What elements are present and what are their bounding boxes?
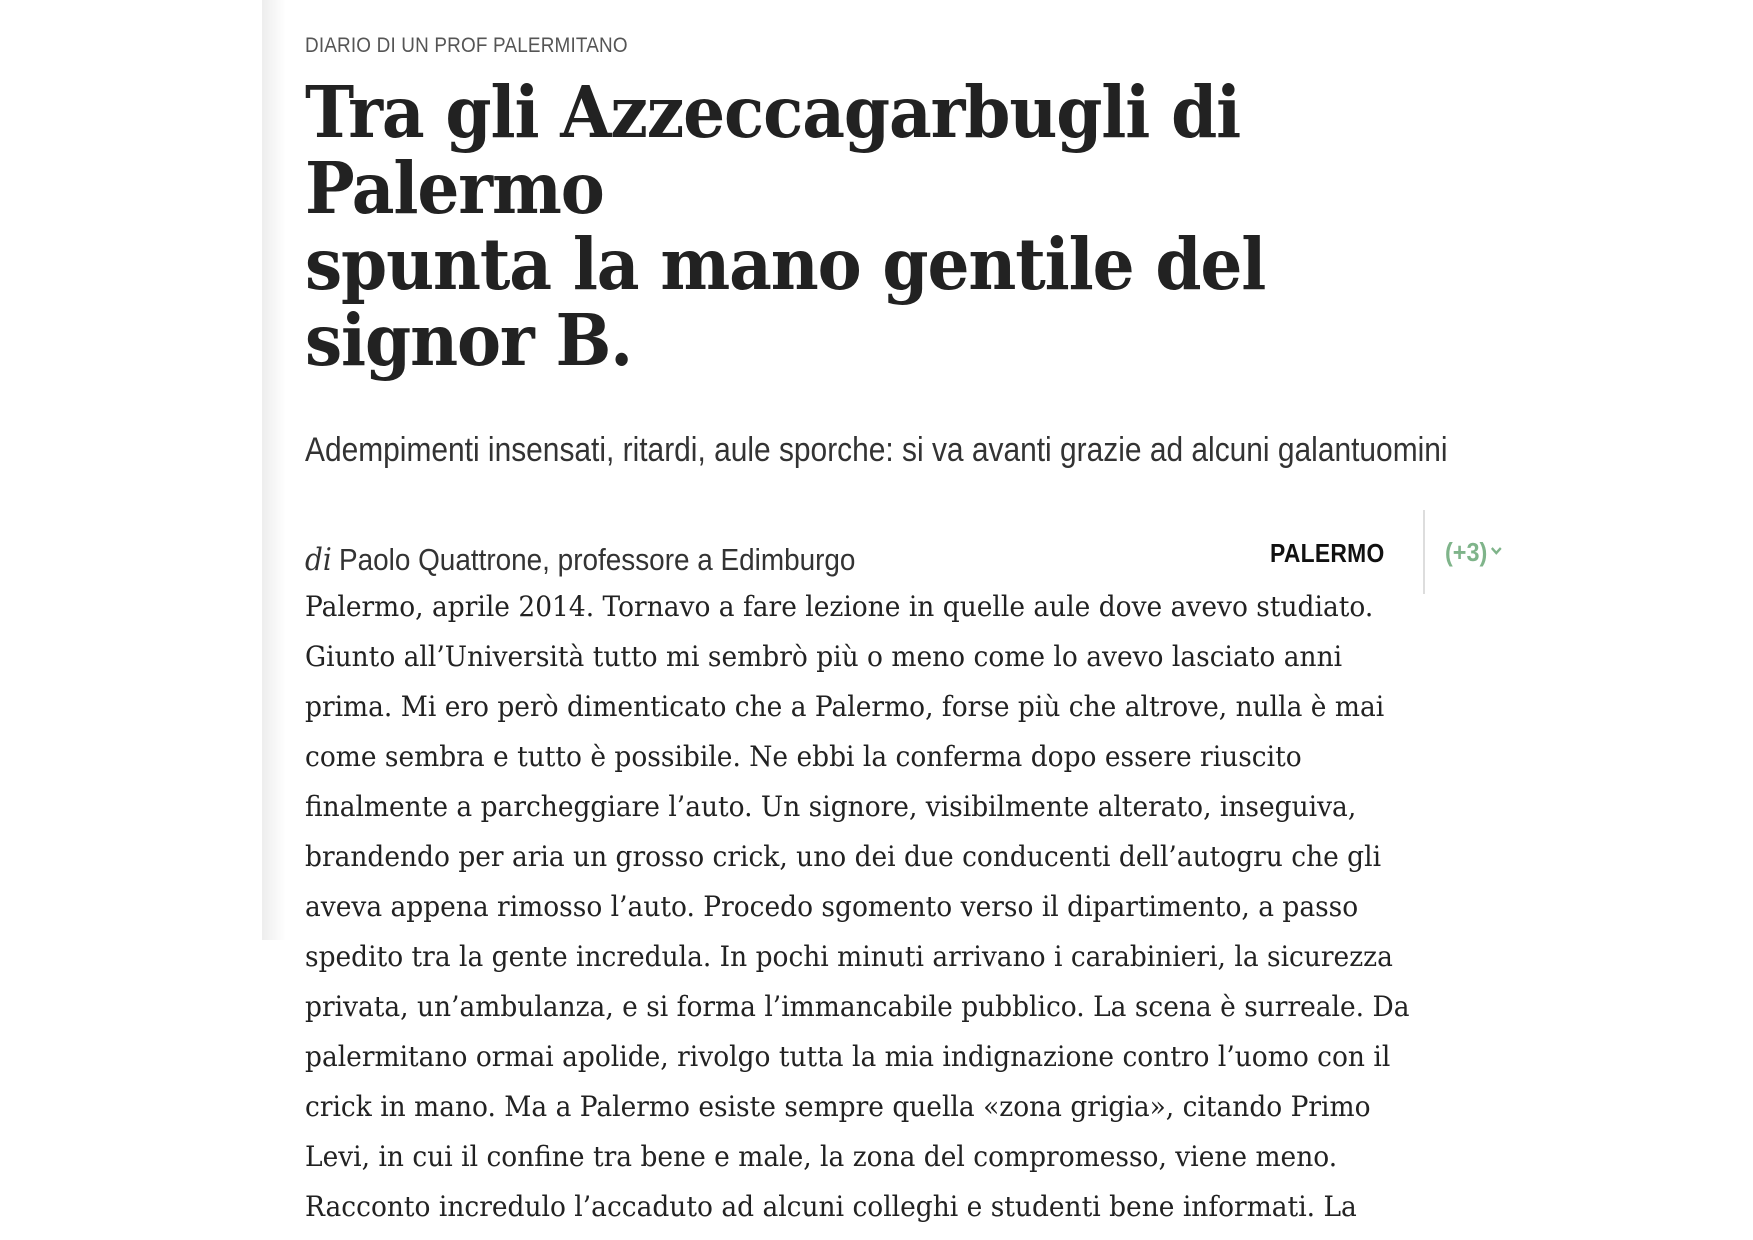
page-shadow [262,0,286,940]
body-line: finalmente a parcheggiare l’auto. Un signore, visibilmente alterato, inseguiva, [305,790,1357,823]
byline [305,542,855,578]
headline-line: Tra gli Azzeccagarbugli di Palermo [305,70,1241,230]
tag-palermo-link[interactable]: PALERMO [1270,538,1385,568]
headline-line: spunta la mano gentile del signor B. [305,222,1266,382]
body-line: Racconto incredulo l’accaduto ad alcuni colleghi e studenti bene informati. La [305,1190,1357,1223]
body-line: Levi, in cui il confine tra bene e male, la zona del compromesso, viene meno. [305,1140,1338,1173]
body-line: crick in mano. Ma a Palermo esiste sempre quella «zona grigia», citando Primo [305,1090,1371,1123]
body-line: brandendo per aria un grosso crick, uno dei due conducenti dell’autogru che gli [305,840,1382,873]
article-headline [305,70,1514,382]
body-line: aveva appena rimosso l’auto. Procedo sgomento verso il dipartimento, a passo [305,890,1359,923]
body-line: spedito tra la gente incredula. In pochi minuti arrivano i carabinieri, la sicurezza [305,940,1393,973]
body-line: prima. Mi ero però dimenticato che a Palermo, forse più che altrove, nulla è mai [305,690,1385,723]
author-name[interactable]: Paolo Quattrone, professore a Edimburgo [338,542,856,577]
body-line: privata, un’ambulanza, e si forma l’immancabile pubblico. La scena è surreale. Da [305,990,1410,1023]
body-line: Giunto all’Università tutto mi sembrò più o meno come lo avevo lasciato anni [305,640,1343,673]
more-tags-label: (+3) [1445,537,1488,567]
article-header [305,34,1535,594]
body-line: come sembra e tutto è possibile. Ne ebbi la conferma dopo essere riuscito [305,740,1302,773]
byline-prefix: di [305,542,332,578]
more-tags-button[interactable] [1445,532,1500,568]
body-line: palermitano ormai apolide, rivolgo tutta la mia indignazione contro l’uomo con il [305,1040,1391,1073]
body-line: Palermo, aprile 2014. Tornavo a fare lezione in quelle aule dove avevo studiato. [305,590,1374,623]
article-subtitle: Adempimenti insensati, ritardi, aule sporche: si va avanti grazie ad alcuni galantuomini [305,431,1448,469]
article-kicker[interactable]: DIARIO DI UN PROF PALERMITANO [305,34,628,57]
article-body [305,582,1565,1232]
chevron-down-icon [1491,532,1500,542]
